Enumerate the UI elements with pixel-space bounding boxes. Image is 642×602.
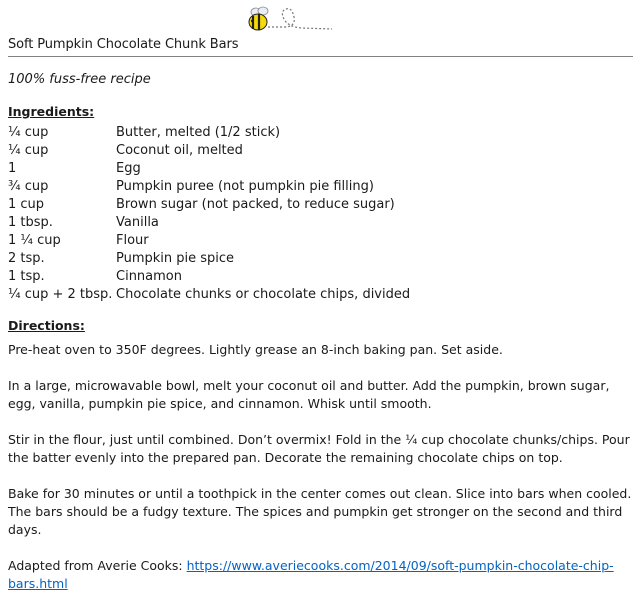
direction-step: Bake for 30 minutes or until a toothpick in the center comes out clean. Slice into bars when cooled. The bars should be a fudgy texture. The spices and pumpkin get stronger on the second and third days. bbox=[8, 486, 632, 537]
ingredients-list bbox=[8, 124, 410, 304]
ingredient-name: Vanilla bbox=[116, 215, 159, 230]
ingredient-row bbox=[8, 232, 410, 250]
direction-step: Stir in the flour, just until combined. Don’t overmix! Fold in the ¼ cup chocolate chunks/chips. Pour the batter evenly into the prepared pan. Decorate the remaining chocolate chips on top. bbox=[8, 432, 630, 465]
source-link[interactable]: https://www.averiecooks.com/2014/09/soft-pumpkin-chocolate-chip-bars.html bbox=[8, 558, 614, 591]
bee-icon bbox=[244, 3, 334, 35]
ingredient-row bbox=[8, 268, 410, 286]
source-prefix: Adapted from Averie Cooks: bbox=[8, 558, 187, 573]
ingredient-qty: 1 tsp. bbox=[8, 269, 45, 284]
ingredient-row bbox=[8, 124, 410, 142]
ingredient-qty: ¼ cup bbox=[8, 143, 49, 158]
ingredient-qty: ¾ cup bbox=[8, 179, 49, 194]
ingredient-qty: 1 cup bbox=[8, 197, 45, 212]
ingredient-qty: 1 ¼ cup bbox=[8, 233, 61, 248]
ingredient-qty: 1 bbox=[8, 161, 17, 176]
ingredients-heading: Ingredients: bbox=[8, 104, 95, 119]
ingredient-name: Cinnamon bbox=[116, 269, 182, 284]
ingredient-qty: 2 tsp. bbox=[8, 251, 45, 266]
recipe-subtitle: 100% fuss-free recipe bbox=[8, 72, 151, 87]
ingredient-row bbox=[8, 286, 410, 304]
direction-step: In a large, microwavable bowl, melt your coconut oil and butter. Add the pumpkin, brown sugar, egg, vanilla, pumpkin pie spice, and cinnamon. Whisk until smooth. bbox=[8, 378, 610, 411]
ingredient-name: Pumpkin puree (not pumpkin pie filling) bbox=[116, 179, 374, 194]
ingredient-name: Butter, melted (1/2 stick) bbox=[116, 125, 281, 140]
direction-step: Pre-heat oven to 350F degrees. Lightly grease an 8-inch baking pan. Set aside. bbox=[8, 342, 503, 357]
ingredient-name: Pumpkin pie spice bbox=[116, 251, 235, 266]
title-divider bbox=[8, 56, 633, 57]
ingredient-row bbox=[8, 160, 410, 178]
ingredient-name: Egg bbox=[116, 161, 141, 176]
recipe-title: Soft Pumpkin Chocolate Chunk Bars bbox=[8, 37, 239, 52]
ingredient-row bbox=[8, 196, 410, 214]
ingredient-qty: ¼ cup + 2 tbsp. bbox=[8, 287, 113, 302]
ingredient-qty: ¼ cup bbox=[8, 125, 49, 140]
ingredient-row bbox=[8, 178, 410, 196]
directions-heading: Directions: bbox=[8, 318, 85, 333]
ingredient-row bbox=[8, 142, 410, 160]
ingredient-name: Coconut oil, melted bbox=[116, 143, 243, 158]
ingredient-name: Chocolate chunks or chocolate chips, divided bbox=[116, 287, 411, 302]
ingredient-row bbox=[8, 250, 410, 268]
source-attribution bbox=[8, 557, 636, 593]
ingredient-name: Brown sugar (not packed, to reduce sugar) bbox=[116, 197, 395, 212]
ingredient-name: Flour bbox=[116, 233, 149, 248]
ingredient-row bbox=[8, 214, 410, 232]
ingredient-qty: 1 tbsp. bbox=[8, 215, 53, 230]
